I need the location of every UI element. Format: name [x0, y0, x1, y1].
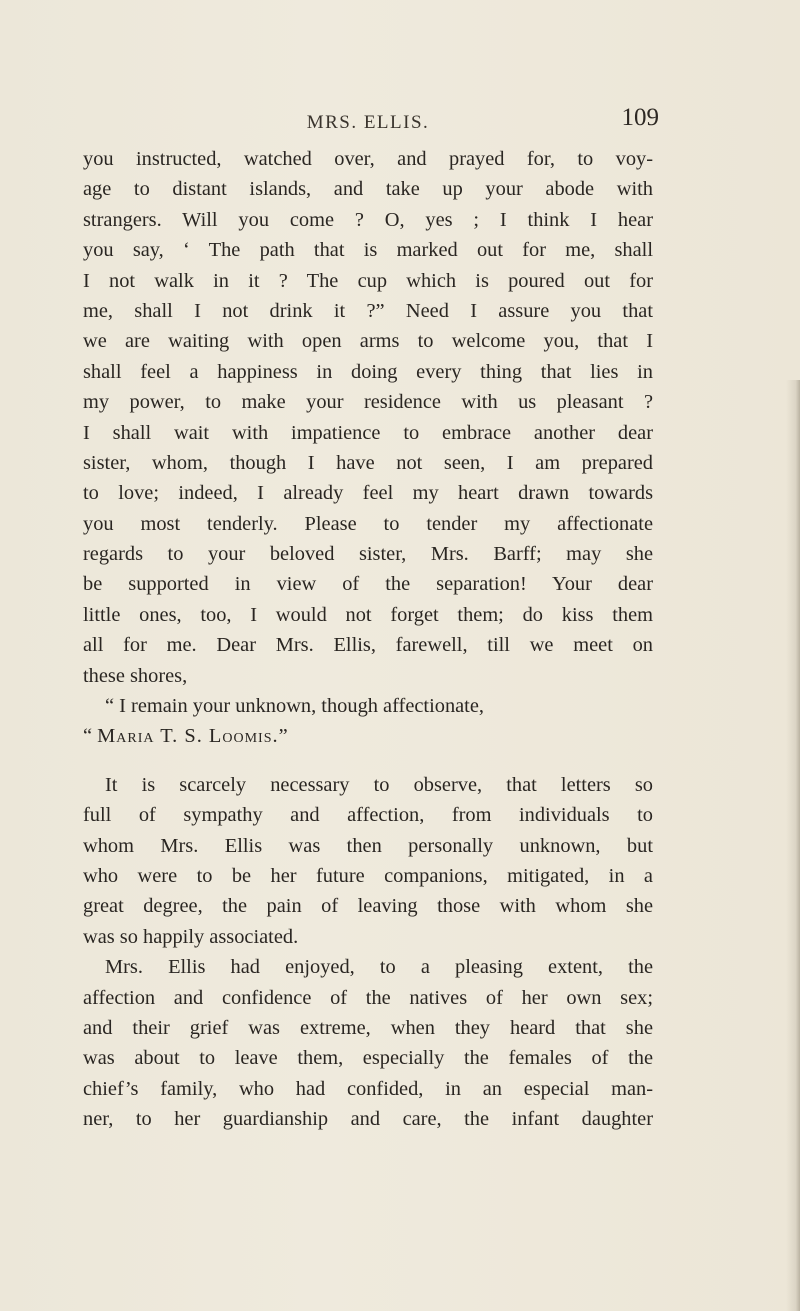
page-edge-shadow: [786, 380, 800, 1311]
text-line: full of sympathy and affection, from individuals to: [83, 804, 653, 827]
text-line: age to distant islands, and take up your abode with: [83, 178, 653, 201]
text-line: be supported in view of the separation! Your dear: [83, 573, 653, 596]
text-line: strangers. Will you come ? O, yes ; I think I hear: [83, 208, 653, 231]
page-header: [83, 104, 659, 140]
letter-signature: [83, 721, 653, 751]
text-line: I shall wait with impatience to embrace another dear: [83, 421, 653, 444]
text-line: was so happily associated.: [83, 925, 299, 948]
text-line: me, shall I not drink it ?” Need I assure you that: [83, 299, 653, 322]
signature-open-quote: “: [83, 725, 98, 748]
text-line: you say, ‘ The path that is marked out for me, shall: [83, 239, 653, 262]
signature-close-quote: ”: [278, 725, 288, 748]
text-line: affection and confidence of the natives of her own sex;: [83, 986, 653, 1009]
text-line: ner, to her guardianship and care, the infant daughter: [83, 1108, 653, 1131]
page-number: 109: [621, 104, 659, 131]
text-line: shall feel a happiness in doing every thing that lies in: [83, 360, 653, 383]
paragraph-gap: [83, 752, 653, 770]
text-line: chief’s family, who had confided, in an especial man-: [83, 1077, 653, 1100]
text-line: great degree, the pain of leaving those with whom she: [83, 895, 653, 918]
text-line: Mrs. Ellis had enjoyed, to a pleasing extent, the: [105, 956, 653, 979]
text-line: you instructed, watched over, and prayed for, to voy-: [83, 148, 653, 170]
text-line: my power, to make your residence with us pleasant ?: [83, 391, 653, 414]
text-line: sister, whom, though I have not seen, I am prepared: [83, 451, 653, 474]
signature-name: Maria T. S. Loomis.: [97, 725, 279, 748]
text-line: was about to leave them, especially the females of the: [83, 1047, 653, 1070]
text-line: whom Mrs. Ellis was then personally unknown, but: [83, 834, 653, 857]
text-line: to love; indeed, I already feel my heart drawn towards: [83, 482, 653, 505]
letter-closing: “ I remain your unknown, though affectionate,: [105, 695, 484, 718]
text-line: we are waiting with open arms to welcome you, that I: [83, 330, 653, 353]
text-line: and their grief was extreme, when they heard that she: [83, 1016, 653, 1039]
body-text: [83, 144, 653, 1135]
text-line: these shores,: [83, 664, 188, 687]
text-line: regards to your beloved sister, Mrs. Barff; may she: [83, 543, 653, 566]
paragraph-2: [83, 952, 653, 1134]
paragraph-1: [83, 770, 653, 952]
text-line: who were to be her future companions, mitigated, in a: [83, 864, 653, 887]
text-line: all for me. Dear Mrs. Ellis, farewell, till we meet on: [83, 634, 653, 657]
text-line: little ones, too, I would not forget them; do kiss them: [83, 603, 653, 626]
running-head: MRS. ELLIS.: [306, 112, 430, 133]
text-line: you most tenderly. Please to tender my affectionate: [83, 512, 653, 535]
text-line: I not walk in it ? The cup which is poured out for: [83, 269, 653, 292]
letter-text: [83, 144, 653, 752]
text-line: It is scarcely necessary to observe, that letters so: [105, 773, 653, 796]
